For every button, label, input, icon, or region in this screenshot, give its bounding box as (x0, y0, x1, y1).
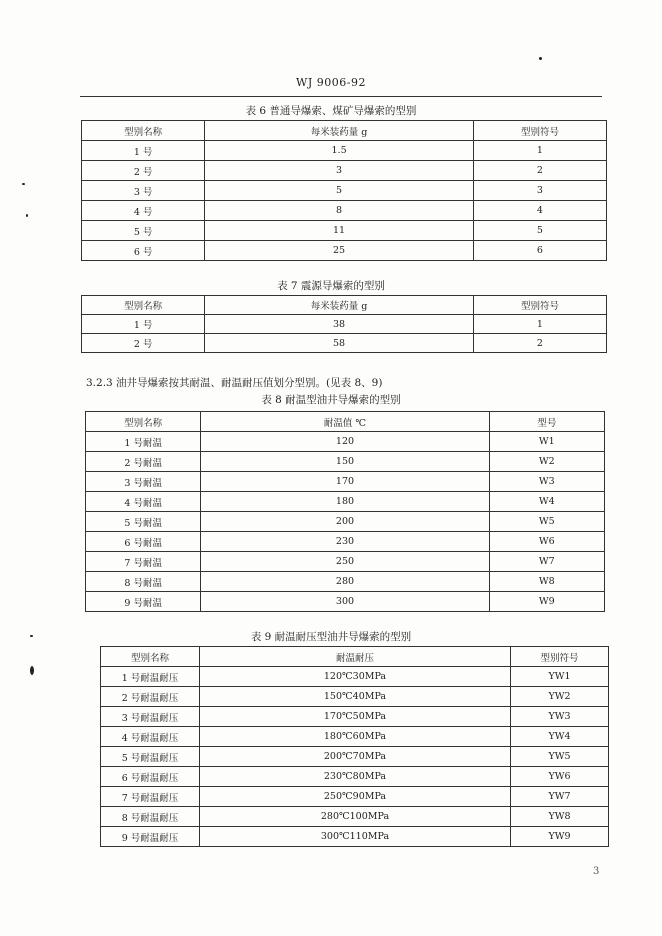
table-cell: 230 (201, 532, 489, 552)
table-cell: 1 号 (82, 141, 205, 161)
table-cell: 3 号耐温耐压 (101, 707, 200, 727)
table-cell: YW8 (511, 807, 609, 827)
table-cell: 2 号耐温 (86, 452, 201, 472)
table-cell: 6 号耐温 (86, 532, 201, 552)
table-cell: 7 号耐温 (86, 552, 201, 572)
table-cell: 200℃70MPa (200, 747, 511, 767)
table-cell: 8 (205, 201, 474, 221)
document-number: WJ 9006-92 (296, 76, 366, 89)
table-row (101, 787, 609, 807)
table-cell: 6 (473, 241, 606, 261)
table-cell: 200 (201, 512, 489, 532)
table-cell: W1 (489, 432, 604, 452)
table-cell: 150 (201, 452, 489, 472)
column-header: 型号 (489, 412, 604, 432)
table-cell: 1 号耐温耐压 (101, 667, 200, 687)
table-cell: W3 (489, 472, 604, 492)
section-3-2-3-text: 3.2.3 油井导爆索按其耐温、耐温耐压值划分型别。(见表 8、9) (86, 377, 383, 389)
table-cell: 8 号耐温 (86, 572, 201, 592)
table-row (82, 201, 607, 221)
table-cell: W9 (489, 592, 604, 612)
table-row (101, 807, 609, 827)
table-cell: 58 (205, 334, 474, 353)
table-6 (81, 120, 607, 261)
table-9-caption: 表 9 耐温耐压型油井导爆索的型别 (250, 631, 412, 643)
table-cell: 25 (205, 241, 474, 261)
scan-speck (30, 666, 34, 675)
table-cell: 9 号耐温 (86, 592, 201, 612)
table-cell: 7 号耐温耐压 (101, 787, 200, 807)
table-row (101, 687, 609, 707)
table-cell: 170℃50MPa (200, 707, 511, 727)
column-header: 型别符号 (473, 296, 606, 315)
table-cell: 250 (201, 552, 489, 572)
table-cell: 250℃90MPa (200, 787, 511, 807)
table-6-caption: 表 6 普通导爆索、煤矿导爆索的型别 (245, 105, 417, 117)
table-cell: 5 号 (82, 221, 205, 241)
table-row (82, 315, 607, 334)
scan-speck (22, 183, 25, 185)
table-8 (85, 411, 605, 612)
table-cell: 280℃100MPa (200, 807, 511, 827)
table-cell: W4 (489, 492, 604, 512)
table-cell: 230℃80MPa (200, 767, 511, 787)
table-cell: 11 (205, 221, 474, 241)
column-header: 型别名称 (86, 412, 201, 432)
table-cell: W5 (489, 512, 604, 532)
table-row (82, 241, 607, 261)
table-cell: 2 号 (82, 161, 205, 181)
table-cell: YW3 (511, 707, 609, 727)
table-row (86, 472, 605, 492)
table-cell: 180 (201, 492, 489, 512)
table-cell: YW4 (511, 727, 609, 747)
table-header-row (86, 412, 605, 432)
table-cell: 120 (201, 432, 489, 452)
table-9 (100, 646, 609, 847)
table-row (101, 707, 609, 727)
table-row (82, 221, 607, 241)
table-cell: 6 号耐温耐压 (101, 767, 200, 787)
table-cell: 120℃30MPa (200, 667, 511, 687)
table-cell: 5 号耐温耐压 (101, 747, 200, 767)
table-row (101, 667, 609, 687)
scan-speck (26, 214, 28, 217)
table-cell: 1 号耐温 (86, 432, 201, 452)
table-cell: 5 (205, 181, 474, 201)
column-header: 耐温值 ℃ (201, 412, 489, 432)
table-cell: 4 号 (82, 201, 205, 221)
table-cell: 180℃60MPa (200, 727, 511, 747)
table-cell: 3 (473, 181, 606, 201)
table-cell: 4 (473, 201, 606, 221)
table-cell: 4 号耐温 (86, 492, 201, 512)
table-cell: YW6 (511, 767, 609, 787)
table-cell: YW9 (511, 827, 609, 847)
table-row (86, 432, 605, 452)
table-7 (81, 295, 607, 353)
table-row (82, 161, 607, 181)
table-cell: W7 (489, 552, 604, 572)
table-row (86, 452, 605, 472)
column-header: 型别名称 (101, 647, 200, 667)
table-cell: 8 号耐温耐压 (101, 807, 200, 827)
table-cell: 6 号 (82, 241, 205, 261)
column-header: 每米装药量 g (205, 296, 474, 315)
table-8-caption: 表 8 耐温型油井导爆索的型别 (261, 394, 401, 406)
column-header: 每米装药量 g (205, 121, 474, 141)
table-cell: 300℃110MPa (200, 827, 511, 847)
table-cell: 4 号耐温耐压 (101, 727, 200, 747)
table-cell: 3 号 (82, 181, 205, 201)
table-cell: 1.5 (205, 141, 474, 161)
table-cell: 3 号耐温 (86, 472, 201, 492)
table-cell: 9 号耐温耐压 (101, 827, 200, 847)
table-cell: 2 (473, 161, 606, 181)
table-header-row (82, 296, 607, 315)
table-cell: 5 号耐温 (86, 512, 201, 532)
table-row (82, 334, 607, 353)
table-cell: 5 (473, 221, 606, 241)
table-cell: 1 (473, 141, 606, 161)
table-cell: 170 (201, 472, 489, 492)
table-cell: YW5 (511, 747, 609, 767)
table-row (82, 181, 607, 201)
scan-speck (539, 57, 542, 60)
table-row (86, 592, 605, 612)
table-cell: 2 号 (82, 334, 205, 353)
table-7-caption: 表 7 震源导爆索的型别 (277, 280, 385, 292)
column-header: 耐温耐压 (200, 647, 511, 667)
table-cell: 38 (205, 315, 474, 334)
table-cell: W6 (489, 532, 604, 552)
table-cell: 2 号耐温耐压 (101, 687, 200, 707)
column-header: 型别符号 (473, 121, 606, 141)
table-header-row (82, 121, 607, 141)
table-row (82, 141, 607, 161)
table-cell: 2 (473, 334, 606, 353)
table-row (86, 552, 605, 572)
table-row (86, 512, 605, 532)
table-header-row (101, 647, 609, 667)
table-row (101, 767, 609, 787)
table-row (101, 747, 609, 767)
header-rule (80, 96, 602, 97)
column-header: 型别符号 (511, 647, 609, 667)
table-cell: W8 (489, 572, 604, 592)
table-row (86, 532, 605, 552)
table-cell: YW2 (511, 687, 609, 707)
column-header: 型别名称 (82, 296, 205, 315)
table-cell: YW7 (511, 787, 609, 807)
table-row (86, 492, 605, 512)
page-number: 3 (593, 866, 600, 877)
table-cell: YW1 (511, 667, 609, 687)
table-cell: 1 (473, 315, 606, 334)
table-cell: 280 (201, 572, 489, 592)
table-cell: 150℃40MPa (200, 687, 511, 707)
table-row (86, 572, 605, 592)
table-cell: 300 (201, 592, 489, 612)
table-row (101, 727, 609, 747)
table-cell: W2 (489, 452, 604, 472)
table-cell: 3 (205, 161, 474, 181)
table-row (101, 827, 609, 847)
column-header: 型别名称 (82, 121, 205, 141)
table-cell: 1 号 (82, 315, 205, 334)
scan-speck (30, 635, 33, 637)
